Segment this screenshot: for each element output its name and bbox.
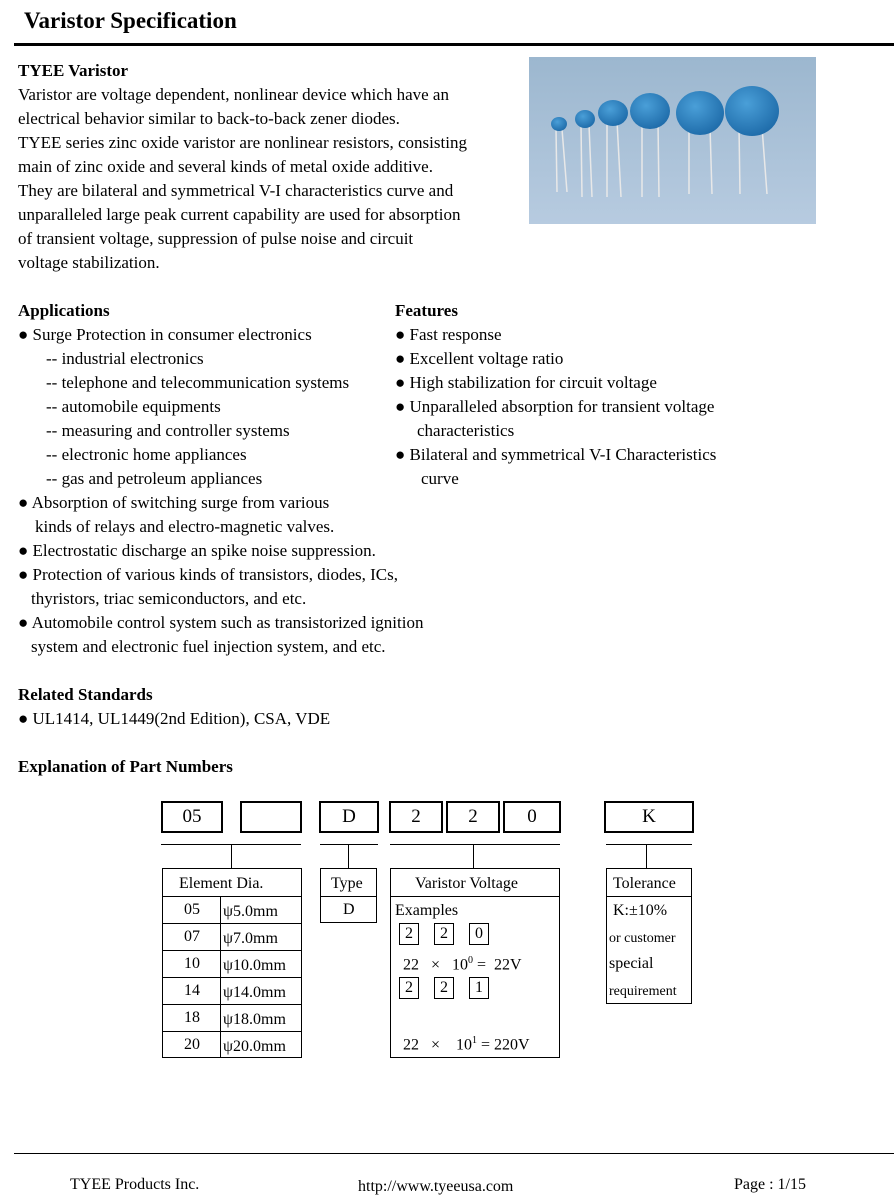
list-item: ● Excellent voltage ratio (395, 349, 564, 368)
part-box-blank (240, 801, 302, 833)
intro-line: unparalleled large peak current capability are used for absorption (18, 205, 461, 224)
page-title: Varistor Specification (24, 8, 237, 33)
example-digit-box: 1 (469, 977, 489, 999)
part-box-dia: 05 (161, 801, 223, 833)
intro-line: main of zinc oxide and several kinds of metal oxide additive. (18, 157, 433, 176)
row-divider (163, 977, 301, 978)
connector-line (231, 844, 232, 868)
table-row-code: 18 (184, 1009, 200, 1026)
example-digit-box: 2 (399, 923, 419, 945)
connector-line (390, 844, 560, 845)
examples-label: Examples (395, 902, 459, 919)
table-row-dia: ψ10.0mm (223, 957, 286, 974)
tolerance-note: or customer (609, 931, 676, 946)
features-heading: Features (395, 301, 458, 320)
table-row-dia: ψ7.0mm (223, 930, 278, 947)
table-row-code: 05 (184, 901, 200, 918)
list-item: -- telephone and telecommunication systems (46, 373, 350, 392)
formula-exponent: 0 (468, 955, 474, 966)
part-box-tolerance: K (604, 801, 694, 833)
applications-list (18, 323, 423, 659)
table-row-code: 10 (184, 955, 200, 972)
tolerance-note: special (609, 955, 654, 972)
row-divider (607, 896, 691, 897)
intro-line: of transient voltage, suppression of pulse noise and circuit (18, 229, 414, 248)
list-item: ● High stabilization for circuit voltage (395, 373, 657, 392)
connector-line (473, 844, 474, 868)
row-divider (163, 1004, 301, 1005)
list-item: ● Electrostatic discharge an spike noise suppression. (18, 541, 376, 560)
table-row-dia: ψ5.0mm (223, 903, 278, 920)
example-formula-1 (403, 955, 522, 974)
intro-line: TYEE series zinc oxide varistor are nonlinear resistors, consisting (18, 133, 467, 152)
example-digit-box: 0 (469, 923, 489, 945)
row-divider (163, 1031, 301, 1032)
example-digit-box: 2 (399, 977, 419, 999)
list-item: ● Unparalleled absorption for transient voltage (395, 397, 715, 416)
intro-line: electrical behavior similar to back-to-back zener diodes. (18, 109, 400, 128)
table-row-dia: ψ14.0mm (223, 984, 286, 1001)
element-dia-header: Element Dia. (179, 875, 264, 892)
list-item: system and electronic fuel injection system, and etc. (31, 637, 386, 656)
list-item: ● Surge Protection in consumer electronics (18, 325, 312, 344)
connector-line (320, 844, 378, 845)
intro-line: voltage stabilization. (18, 253, 160, 272)
table-row-code: 07 (184, 928, 200, 945)
tolerance-note: requirement (609, 984, 677, 999)
list-item: ● Protection of various kinds of transistors, diodes, ICs, (18, 565, 398, 584)
formula-result: = 220V (477, 1036, 530, 1054)
list-item: thyristors, triac semiconductors, and etc. (31, 589, 307, 608)
row-divider (163, 950, 301, 951)
part-box-voltage-2: 2 (446, 801, 500, 833)
list-item: kinds of relays and electro-magnetic valves. (35, 517, 335, 536)
intro-heading: TYEE Varistor (18, 61, 129, 80)
intro-paragraph (18, 83, 467, 275)
row-divider (163, 896, 301, 897)
list-item: -- automobile equipments (46, 397, 221, 416)
formula-base: 22 × 10 (403, 956, 469, 974)
example-digit-box: 2 (434, 923, 454, 945)
table-row-dia: ψ18.0mm (223, 1011, 286, 1028)
table-row-code: 20 (184, 1036, 200, 1053)
part-box-voltage-3: 0 (503, 801, 561, 833)
type-table (320, 868, 377, 923)
list-item: characteristics (417, 421, 515, 440)
table-row-code: 14 (184, 982, 200, 999)
list-item: -- measuring and controller systems (46, 421, 290, 440)
list-item: ● Automobile control system such as transistorized ignition (18, 613, 424, 632)
applications-heading: Applications (18, 301, 110, 320)
row-divider (391, 896, 559, 897)
list-item: -- industrial electronics (46, 349, 204, 368)
footer-page-number: Page : 1/15 (734, 1176, 806, 1193)
voltage-table (390, 868, 560, 1058)
standards-line: ● UL1414, UL1449(2nd Edition), CSA, VDE (18, 709, 331, 728)
formula-exponent: 1 (472, 1035, 478, 1046)
tolerance-value: K:±10% (613, 902, 668, 919)
row-divider (163, 923, 301, 924)
features-list (395, 323, 716, 491)
example-digit-box: 2 (434, 977, 454, 999)
voltage-header: Varistor Voltage (415, 875, 518, 892)
part-box-type: D (319, 801, 379, 833)
connector-line (606, 844, 692, 845)
table-row-dia: ψ20.0mm (223, 1038, 286, 1055)
list-item: ● Fast response (395, 325, 502, 344)
part-box-voltage-1: 2 (389, 801, 443, 833)
tolerance-header: Tolerance (613, 875, 676, 892)
footer-url[interactable]: http://www.tyeeusa.com (358, 1178, 514, 1195)
element-dia-table (162, 868, 302, 1058)
varistor-photo (529, 57, 816, 224)
footer-company: TYEE Products Inc. (70, 1176, 200, 1193)
intro-line: They are bilateral and symmetrical V-I characteristics curve and (18, 181, 454, 200)
connector-line (646, 844, 647, 868)
intro-line: Varistor are voltage dependent, nonlinear device which have an (18, 85, 449, 104)
example-formula-2 (403, 1035, 530, 1054)
list-item: -- gas and petroleum appliances (46, 469, 263, 488)
connector-line (348, 844, 349, 868)
part-numbers-heading: Explanation of Part Numbers (18, 757, 233, 776)
title-divider (14, 43, 894, 46)
footer-divider (14, 1153, 894, 1154)
formula-base: 22 × 10 (403, 1036, 473, 1054)
type-header: Type (331, 875, 363, 892)
list-item: curve (421, 469, 459, 488)
type-value: D (343, 901, 355, 918)
row-divider (321, 896, 376, 897)
list-item: -- electronic home appliances (46, 445, 247, 464)
standards-heading: Related Standards (18, 685, 153, 704)
list-item: ● Bilateral and symmetrical V-I Characteristics (395, 445, 717, 464)
formula-result: = 22V (473, 956, 522, 974)
list-item: ● Absorption of switching surge from various (18, 493, 330, 512)
tolerance-table (606, 868, 692, 1004)
